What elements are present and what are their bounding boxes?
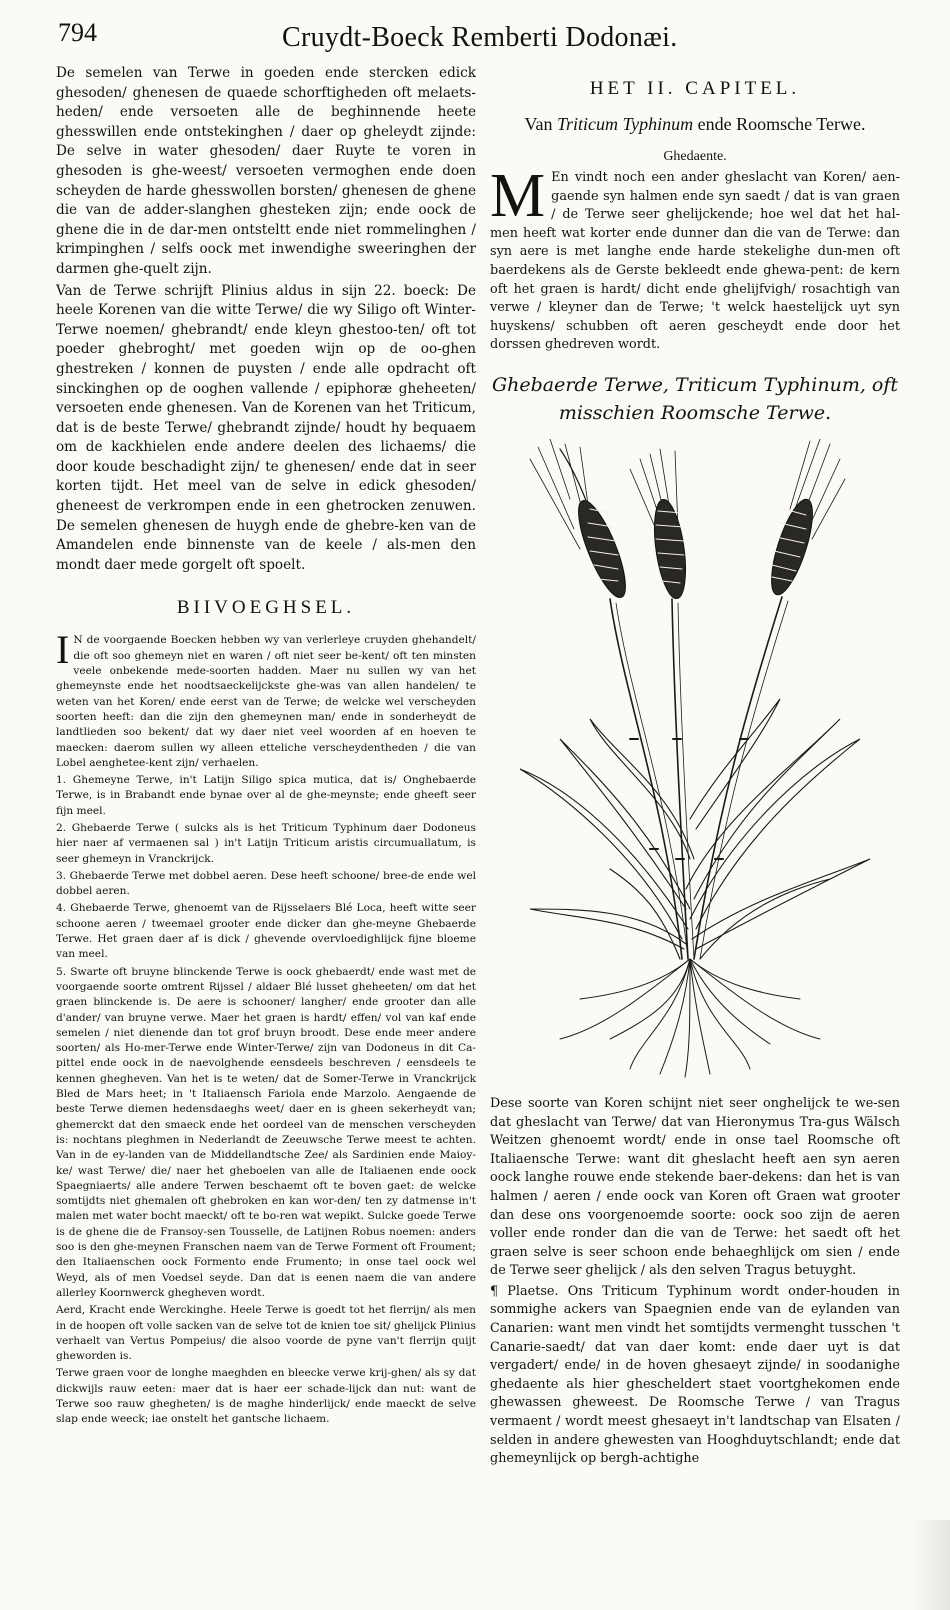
list-item-5: 5. Swarte oft bruyne blinckende Terwe is oock ghebaerdt/ ende wast met de voorgaende soorte omtrent Rijssel / aldaer Blé lusset gheheeten/ om dat het graen blinckende is. De aere is schooner/ langher/ ende grooter dan alle d'ander/ van bruyne verwe. Maer het graen is hardt/ effen/ vol van kaf ende semelen / niet dienende dan tot grof bruyn broodt. Dese ende meer andere soorten/ als Ho-mer-Terwe ende Winter-Terwe/ zijn van Dodoneus in dit Ca-pittel ende oock in de naevolghende eensdeels beschreven / eensdeels te kennen ghegheven. Van het is te weten/ dat de Somer-Terwe in Vranckrijck Bled de Mars heet; in 't Italiaensch Fariola ende Marzolo. Aengaende de beste Terwe diemen hedensdaeghs weet/ daer en is gheen sekerheydt van; ghemerckt dat den smaeck ende het oordeel van de menschen verscheyden is: nochtans pleghmen in Nederlandt de Zeeuwsche Terwe meest te achten. Van in de ey-landen van de Middellandtsche Zee/ als Sardinien ende Maioy-ke/ wast Terwe/ die/ naer het gheboelen van alle de Italiaenen ende oock Spaegniaerts/ alle andere Terwen beschaemt oft te boven gaet: de welcke somtijdts niet ghemalen oft ghebroken en kan wor-den/ ten zy datmense in't malen met water bocht maeckt/ oft te bo-ren wat wepikt. Sulcke goede Terwe is de ghene die de Fransoy-sen Tousselle, de Latijnen Robus noemen: anders soo is den ghe-meynen Franschen naem van de Terwe Forment oft Froument; den Italiaenschen oock Formento ende Frumento; in onse tael oock wel Weyd, als of men Voedsel seyde. Dan dat is eenen naem die van andere allerley Koornwerck ghegheven wordt. bbox=[56, 965, 476, 1299]
wheat-roots bbox=[560, 959, 820, 1077]
paragraph-ghedaente-text: En vindt noch een ander gheslacht van Koren/ aen-gaende syn halmen ende syn saedt / dat is van graen / de Terwe seer ghelijckende; hoe wel dat het hal-men heeft wat korter ende dunner dan die van de Terwe: dan syn aere is met langhe ende harde stekelighe dun-men oft baerdekens als de Gerste bekleedt ende ghewa-pent: de kern oft het graen is hardt/ dicht ende ghelijfvigh/ rosachtigh van verwe / kleyner dan de Terwe; 't welck haestelijck uyt syn huyskens/ schubben oft aeren gescheydt ende door het dorssen ghedreven wordt. bbox=[490, 170, 900, 353]
wheat-illustration bbox=[490, 439, 900, 1079]
page-number: 794 bbox=[58, 18, 97, 47]
stem-right bbox=[694, 597, 782, 959]
paragraph-plinius: Van de Terwe schrijft Plinius aldus in sijn 22. boeck: De heele Korenen van die witte Terwe/ die wy Siligo oft Winter-Terwe noemen/ ghebrandt/ ende kleyn ghestoo-ten/ oft tot poeder ghebroght/ met goeden wijn op de oo-ghen ghestreken / konnen de puysten / ende alle opdracht oft sinckinghen op de ooghen vallende / epiphoræ gheheeten/ versoeten ende ghenesen. Van de Korenen van het Triticum, dat is de beste Terwe/ ghebrandt zijnde/ houdt hy bequaem om de kackhielen ende andere deelen des lichaems/ die door koude beschadight zijn/ te ghenesen/ ende dat in seer korten tijdt. Het meel van de selve in edick ghesoden/ gheneest de verkrompen ende in een ghetrocken zenuwen. De semelen ghenesen de huygh ende de ghebre-ken van de Amandelen ende binnenste van de keele / als-men den mondt daer mede gorgelt oft spoelt. bbox=[56, 282, 476, 573]
paragraph-ghedaente bbox=[490, 162, 900, 355]
right-column bbox=[490, 78, 900, 1469]
chapter-subtitle bbox=[490, 114, 900, 135]
bijvoeghsel-title: BIIVOEGHSEL. bbox=[176, 597, 356, 619]
paragraph-semelen: De semelen van Terwe in goeden ende stercken edick ghesoden/ ghenesen de quaede schorftigheden oft melaets-heden/ ende versoeten alle de beghinnende heete ghesswillen ende ontstekinghen / daer op gheleydt zijnde: De selve in water ghesoden/ daer Ruyte te voren in ghesoden is ghe-weest/ versoeten vermoghen ende doen scheyden de harde ghesswollen borsten/ ghenesen de ghene die van de adder-slanghen ghesteken zijn; ende oock de ghene die in de dar-men ontsteltt ende niet rommelinghen / krimpinghen / selfs oock met inwendighe sweeringhen der darmen ghe-quelt zijn. bbox=[56, 65, 476, 277]
list-item-1: 1. Ghemeyne Terwe, in't Latijn Siligo spica mutica, dat is/ Onghebaerde Terwe, is in Brabandt ende bynae over al de ghe-meynste; ende gheeft seer fijn meel. bbox=[56, 774, 476, 817]
chapter-dropcap: M bbox=[490, 162, 546, 230]
running-title: Cruydt-Boeck Remberti Dodonæi. bbox=[282, 22, 678, 53]
chapter-subtitle-suffix: ende Roomsche Terwe. bbox=[697, 114, 866, 134]
bijvoeghsel-intro-text: N de voorgaende Boecken hebben wy van verlerleye cruyden ghehandelt/ die oft soo ghemeyn niet en waren / oft niet seer be-kent/ oft ten minsten veele onbekende mede-soorten hadden. Maer nu sullen wy van het ghemeynste ende het noodtsaeckelijckste ghe-was van allen handelen/ te weten van het Koren/ ende eerst van de Terwe; de welcke wel verscheyden soorten heeft: dan die zijn den ghemeynen man/ ende in sonderheydt de landtlieden soo bekent/ dat wy daer niet veel woorden af en hoeven te maecken: daerom sullen wy alleen etteliche verscheydentheden / die van Lobel aenghetee-kent zijn/ verhaelen. bbox=[56, 634, 476, 769]
bijvoeghsel-dropcap: I bbox=[56, 627, 70, 673]
chapter-subtitle-latin: Triticum Typhinum bbox=[556, 114, 694, 134]
page-edge-shadow bbox=[908, 1520, 950, 1610]
chapter-title: HET II. CAPITEL. bbox=[589, 78, 801, 99]
list-item-3: 3. Ghebaerde Terwe met dobbel aeren. Dese heeft schoone/ bree-de ende wel dobbel aeren. bbox=[56, 869, 476, 898]
wheat-plant-woodcut bbox=[490, 439, 900, 1079]
wheat-leaves bbox=[520, 699, 870, 959]
list-item-2: 2. Ghebaerde Terwe ( sulcks als is het Triticum Typhinum daer Dodoneus hier naer af vermaenen sal ) in't Latijn Triticum aristis circumuallatum, is seer ghemeyn in Vranckrijck. bbox=[56, 822, 476, 865]
chapter-subtitle-prefix: Van bbox=[524, 114, 553, 134]
paragraph-roomsche-terwe: Dese soorte van Koren schijnt niet seer onghelijck te we-sen dat gheslacht van Terwe/ dat van Hieronymus Tra-gus Wälsch Weitzen ghenoemt wordt/ ende in onse tael Roomsche oft Italiaensche Terwe: want dit gheslacht heeft aen syn aeren oock langhe rouwe ende stekende baer-dekens: dan het is van halmen / aeren / ende oock van Koren oft Graen wat grooter dan dese ons voorgenoemde soorte: oock soo zijn de aeren voller ende ronder dan die van de Terwe: het saedt oft het graen selve is seer schoon ende behaeghlijck om sien / ende de Terwe seer ghelijck / als den selven Tragus betuyght. bbox=[490, 1095, 900, 1279]
wheat-ear-right bbox=[763, 439, 845, 599]
paragraph-terwe-graen: Terwe graen voor de longhe maeghden en bleecke verwe krij-ghen/ als sy dat dickwijls rauw eeten: maer dat is haer eer schade-lijck dan nut: want de Terwe soo rauw ghegheten/ is de maghe hinderlijck/ ende maeckt de selve slap ende weeck; iae onstelt het gantsche lichaem. bbox=[56, 1367, 476, 1426]
wheat-ear-center bbox=[630, 449, 691, 600]
paragraph-aerd-kracht: Aerd, Kracht ende Werckinghe. Heele Terwe is goedt tot het flerrijn/ als men in de hoopen oft volle sacken van de selve tot de knien toe sit/ ghelijck Plinius verhaelt van Vertus Pompeius/ die alsoo voorde de pyne van't flerrijn quijt gheworden is. bbox=[56, 1304, 476, 1363]
left-column bbox=[56, 64, 476, 1428]
figure-caption: Ghebaerde Terwe, Triticum Typhinum, oft misschien Roomsche Terwe. bbox=[491, 373, 899, 424]
paragraph-plaetse: ¶ Plaetse. Ons Triticum Typhinum wordt onder-houden in sommighe ackers van Spaegnien ende van de eylanden van Canarien: want men vindt het somtijdts vermenght tusschen 't Canarie-saedt/ dat van daer komt: ende daer uyt is dat vergadert/ ende/ in de hoven ghesaeyt zijnde/ in soodanighe ghedaente als hier ghescheldert staet voortghekomen ende ghewassen gheweest. De Roomsche Terwe / van Tragus vermaent / wordt meest ghesaeyt in't landtschap van Elsaten / selden in andere ghewesten van Hooghduytschlandt; ende dat ghemeynlijck op bergh-achtighe bbox=[490, 1283, 900, 1467]
wheat-ear-left bbox=[530, 439, 634, 602]
list-item-4: 4. Ghebaerde Terwe, ghenoemt van de Rijsselaers Blé Loca, heeft witte seer schoone aeren / tweemael grooter ende dicker dan ghe-meyne Ghebaerde Terwe. Het graen daer af is dick / ghevende overvloedighlijck fijne bloeme van meel. bbox=[56, 902, 476, 961]
bijvoeghsel-intro bbox=[56, 627, 476, 771]
subhead-ghedaente: Ghedaente. bbox=[663, 149, 727, 164]
